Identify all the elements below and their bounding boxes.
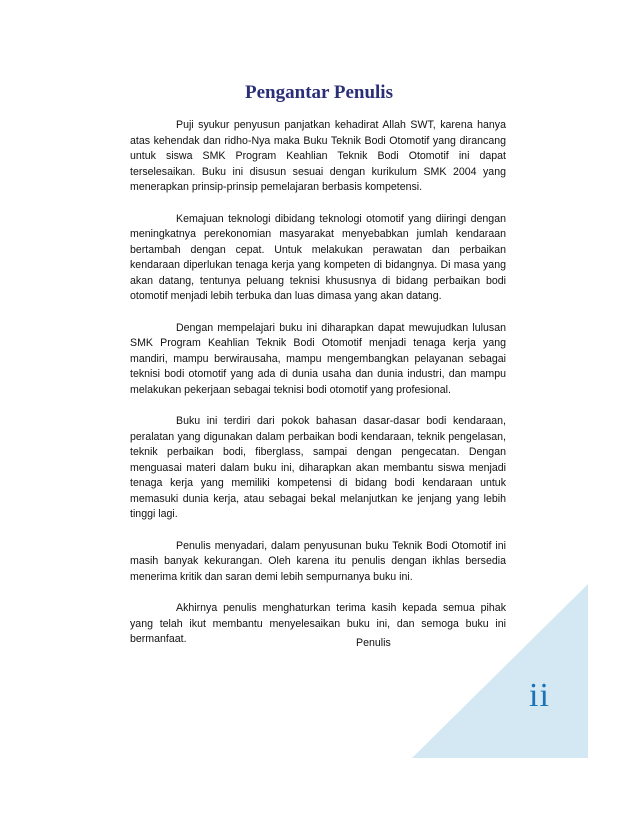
paragraph-4: Buku ini terdiri dari pokok bahasan dasar-dasar bodi kendaraan, peralatan yang digunakan dalam perbaikan bodi kendaraan, teknik pengelasan, teknik perbaikan bodi, fiberglass, sampai dengan pengecatan. Dengan menguasai materi dalam buku ini, diharapkan akan membantu siswa menjadi tenaga kerja yang memiliki kompetensi di bidang bodi kendaraan untuk memasuki dunia kerja, atau sebagai bekal melanjutkan ke jenjang yang lebih tinggi lagi.	[130, 415, 506, 520]
page-title-text: Pengantar Penulis	[245, 82, 393, 103]
paragraph-5: Penulis menyadari, dalam penyusunan buku Teknik Bodi Otomotif ini masih banyak kekurangan. Oleh karena itu penulis dengan ikhlas bersedia menerima kritik dan saran demi lebih sempurnanya buku ini.	[130, 539, 506, 583]
paragraph-1: Puji syukur penyusun panjatkan kehadirat Allah SWT, karena hanya atas kehendak dan ridho-Nya maka Buku Teknik Bodi Otomotif yang dirancang untuk siswa SMK Program Keahlian Teknik Bodi Otomotif ini dapat terselesaikan. Buku ini disusun sesuai dengan kurikulum SMK 2004 yang menerapkan prinsip-prinsip pemelajaran berbasis kompetensi.	[130, 119, 506, 193]
page-title	[0, 82, 638, 104]
paragraph-6: Akhirnya penulis menghaturkan terima kasih kepada semua pihak yang telah ikut membantu menyelesaikan buku ini, dan semoga buku ini bermanfaat.	[130, 602, 506, 645]
signature: Penulis	[356, 637, 391, 649]
paragraph-3: Dengan mempelajari buku ini diharapkan dapat mewujudkan lulusan SMK Program Keahlian Teknik Bodi Otomotif menjadi tenaga kerja yang mandiri, mampu berwirausaha, mampu mengembangkan pelayanan sebagai teknisi bodi otomotif yang ada di dunia usaha dan dunia industri, dan mampu melakukan pekerjaan sebagai teknisi bodi otomotif yang profesional.	[130, 321, 506, 396]
page-number: ii	[529, 677, 550, 714]
paragraph-2: Kemajuan teknologi dibidang teknologi otomotif yang diiringi dengan meningkatnya perekonomian masyarakat menyebabkan jumlah kendaraan bertambah dengan cepat. Untuk melakukan perawatan dan perbaikan kendaraan diperlukan tenaga kerja yang kompeten di bidangnya. Di masa yang akan datang, tentunya peluang teknisi khususnya di bidang perbaikan bodi otomotif menjadi lebih terbuka dan luas dimasa yang akan datang.	[130, 212, 506, 302]
body-text	[130, 118, 506, 664]
